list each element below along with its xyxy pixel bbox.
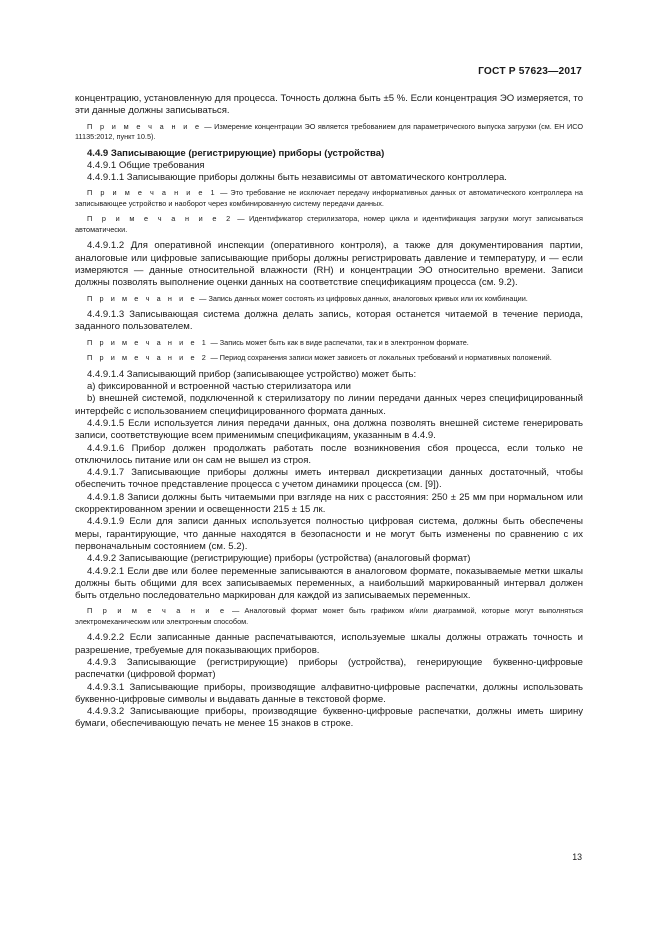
- note-label: П р и м е ч а н и е: [87, 293, 198, 303]
- note-label: П р и м е ч а н и е: [87, 121, 202, 131]
- note-paragraph: [75, 122, 583, 143]
- note-text: — Измерение концентрации ЭО является требованием для параметрического выпуска загрузки (см. ЕН ИСО 11135:2012, пункт 10.5).: [75, 121, 584, 142]
- note-label: П р и м е ч а н и е 1: [87, 337, 209, 347]
- body-paragraph: 4.4.9.1.2 Для оперативной инспекции (оперативного контроля), а также для документирования партии, аналоговые или цифровые записывающие приборы должны регистрировать давление и температуру, и — если измеряются — данные относительной влажности (RH) и концентрации ЭО относительно времени. Записи должны позволять выполнение оценки данных на соответствие спецификациям процесса (см. 9.2).: [75, 240, 583, 289]
- body-paragraph: 4.4.9.1 Общие требования: [87, 159, 205, 171]
- body-paragraph: а) фиксированной и встроенной частью стерилизатора или: [87, 381, 351, 393]
- body-paragraph: концентрацию, установленную для процесса. Точность должна быть ±5 %. Если концентрация ЭО измеряется, то эти данные должны записываться.: [75, 93, 583, 117]
- body-paragraph: 4.4.9.1.9 Если для записи данных используется полностью цифровая система, должны быть обеспечены меры, гарантирующие, что данные находятся в безопасности и не могут быть изменены по сравнению с их первоначальным состоянием (см. 5.2).: [75, 516, 583, 552]
- body-paragraph: 4.4.9.1.4 Записывающий прибор (записывающее устройство) может быть:: [87, 368, 417, 380]
- document-body: [75, 93, 583, 731]
- page-number: 13: [572, 852, 582, 862]
- body-paragraph: 4.4.9.1.3 Записывающая система должна делать запись, которая останется читаемой в течение периода, заданного пользователем.: [75, 309, 583, 333]
- section-heading: 4.4.9 Записывающие (регистрирующие) приборы (устройства): [87, 147, 385, 159]
- body-paragraph: 4.4.9.3.2 Записывающие приборы, производящие буквенно-цифровые распечатки, должны иметь ширину бумаги, обеспечивающую печать не менее 15 знаков в строке.: [75, 706, 583, 730]
- body-paragraph: 4.4.9.2.2 Если записанные данные распечатываются, используемые шкалы должны отражать точность и разрешение, требуемые для показывающих приборов.: [75, 632, 583, 656]
- note-text: — Период сохранения записи может зависеть от локальных требований и нормативных положений.: [208, 353, 552, 363]
- note-paragraph: [75, 188, 583, 209]
- note-paragraph: [75, 606, 583, 627]
- body-paragraph: 4.4.9.3 Записывающие (регистрирующие) приборы (устройства), генерирующие буквенно-цифровые распечатки (цифровой формат): [75, 657, 583, 681]
- note-text: — Запись может быть как в виде распечатки, так и в электронном формате.: [208, 337, 469, 347]
- note-text: — Аналоговый формат может быть графиком и/или диаграммой, которые могут выполняться электромеханическим или электронным способом.: [75, 606, 584, 626]
- note-text: — Идентификатор стерилизатора, номер цикла и идентификация загрузки могут записываться автоматически.: [75, 214, 583, 234]
- body-paragraph: b) внешней системой, подключенной к стерилизатору по линии передачи данных через специфицированный интерфейс с использованием специфицированного формата данных.: [75, 393, 583, 417]
- body-paragraph: 4.4.9.1.1 Записывающие приборы должны быть независимы от автоматического контроллера.: [87, 172, 507, 184]
- note-label: П р и м е ч а н и е: [87, 606, 227, 616]
- note-paragraph: [75, 294, 583, 305]
- note-paragraph: [75, 353, 583, 364]
- body-paragraph: 4.4.9.3.1 Записывающие приборы, производящие алфавитно-цифровые распечатки, должны использовать буквенно-цифровые символы и выдавать данные в текстовой форме.: [75, 681, 583, 705]
- document-header-id: ГОСТ Р 57623—2017: [478, 66, 582, 77]
- note-label: П р и м е ч а н и е 1: [87, 188, 218, 198]
- body-paragraph: 4.4.9.2.1 Если две или более переменные записываются в аналоговом формате, показываемые метки шкалы должны быть общими для всех записываемых переменных, а наибольший маркированный интервал должен быть отдельно последовательно маркирован для каждой из записываемых переменных.: [75, 565, 583, 602]
- note-text: — Это требование не исключает передачу информативных данных от автоматического контроллера на записывающее устройство и наоборот через комбинированную систему передачи данных.: [75, 188, 583, 208]
- body-paragraph: 4.4.9.1.5 Если используется линия передачи данных, она должна позволять внешней системе генерировать записи, соответствующие всем применимым спецификациям, указанным в 4.4.9.: [75, 417, 583, 442]
- body-paragraph: 4.4.9.1.6 Прибор должен продолжать работать после возникновения сбоя процесса, если только не отключилось питание или он сам не вышел из строя.: [75, 442, 583, 466]
- note-text: — Запись данных может состоять из цифровых данных, аналоговых кривых или их комбинации.: [197, 293, 528, 303]
- note-paragraph: [75, 214, 583, 235]
- note-label: П р и м е ч а н и е 2: [87, 353, 209, 363]
- note-paragraph: [75, 338, 583, 349]
- note-label: П р и м е ч а н и е 2: [87, 214, 233, 224]
- body-paragraph: 4.4.9.1.7 Записывающие приборы должны иметь интервал дискретизации данных достаточный, чтобы обеспечить точное представление процесса с учетом динамики процесса (см. [9]).: [75, 467, 583, 491]
- body-paragraph: 4.4.9.2 Записывающие (регистрирующие) приборы (устройства) (аналоговый формат): [87, 553, 471, 565]
- body-paragraph: 4.4.9.1.8 Записи должны быть читаемыми при взгляде на них с расстояния: 250 ± 25 мм при нормальном или скорректированном зрении и освещенности 215 ± 15 лк.: [75, 491, 583, 516]
